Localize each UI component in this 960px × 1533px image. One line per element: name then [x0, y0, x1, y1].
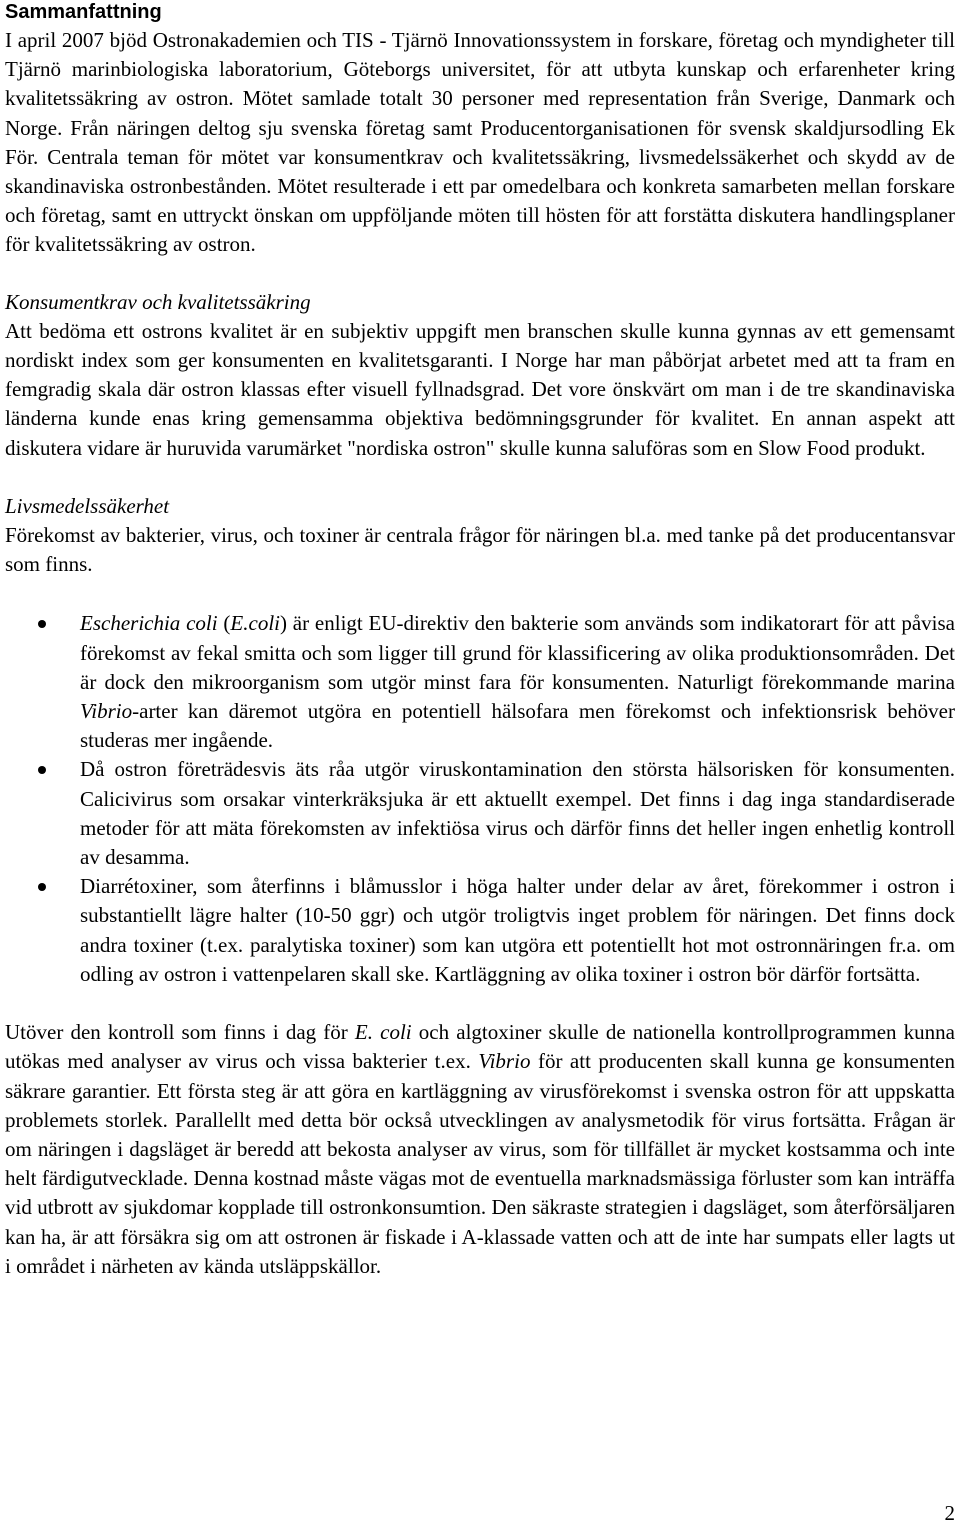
- bullet-icon: [38, 620, 46, 628]
- text-run: -arter kan däremot utgöra en potentiell hälsofara men förekomst och infektionsrisk behöver studeras mer ingående.: [80, 699, 955, 753]
- text-run: Diarrétoxiner, som återfinns i blåmusslor i höga halter under delar av året, förekommer i ostron i substantiellt lägre halter (10-50 ggr) och utgör troligtvis inget problem för näringen. Det finns dock andra toxiner (t.ex. paralytiska toxiner) som kan utgöra ett potentiellt hot mot ostronnäringen fr.a. om odling av ostron i vattenpelaren skall ske. Kartläggning av olika toxiner i ostron bör därför fortsätta.: [80, 874, 955, 986]
- section-heading-food-safety: Livsmedelssäkerhet: [5, 493, 170, 518]
- text-run: (: [217, 611, 231, 636]
- food-safety-intro: Förekomst av bakterier, virus, och toxiner är centrala frågor för näringen bl.a. med tanke på det producentansvar som finns.: [5, 523, 955, 577]
- text-run: för att producenten skall kunna ge konsumenten säkrare garantier. Ett första steg är att göra en kartläggning av virusförekomst i svenska ostron för att uppskatta problemets storlek. Parallellt med detta bör också utvecklingen av analysmetodik för virus fortsätta. Frågan är om näringen i dagsläget är beredd att bekosta analyser av virus, som för tillfället är mycket kostsamma och inte helt färdigutvecklade. Denna kostnad måste vägas mot de eventuella marknadsmässiga förluster som kan inträffa vid utbrott av sjukdomar kopplade till ostronkonsumtion. Den säkraste strategien i dagsläget, som återförsäljaren kan ha, är att försäkra sig om att ostronen är fiskade i A-klassade vatten och att de inte har sumpats eller lagts ut i området i närheten av kända utsläppskällor.: [5, 1049, 955, 1278]
- page-title: Sammanfattning: [5, 1, 162, 23]
- list-item: [5, 872, 955, 989]
- italic-term: E.coli: [230, 611, 280, 636]
- bullet-icon: [38, 766, 46, 774]
- page-number: 2: [944, 1501, 955, 1525]
- bullet-icon: [38, 883, 46, 891]
- consumer-paragraph: Att bedöma ett ostrons kvalitet är en subjektiv uppgift men branschen skulle kunna gynnas av ett gemensamt nordiskt index som ger konsumenten en kvalitetsgaranti. I Norge har man påbörjat arbetet med att ta fram en femgradig skala där ostron klassas efter visuell fyllnadsgrad. Det vore önskvärt om man i de tre skandinaviska länderna kunde enas kring gemensamma objektiva bedömningsgrunder för kvalitet. En annan aspekt att diskutera vidare är huruvida varumärket "nordiska ostron" skulle kunna saluföras som en Slow Food produkt.: [5, 318, 955, 460]
- text-run: ) är enligt EU-direktiv den bakterie som används som indikatorart för att påvisa förekomst av fekal smitta och som ligger till grund för klassificering av olika produktionsområden. Det är dock den mikroorganism som utgör minst fara för konsumenten. Naturligt förekommande marina: [80, 611, 955, 694]
- summary-paragraph: I april 2007 bjöd Ostronakademien och TIS - Tjärnö Innovationssystem in forskare, företag och myndigheter till Tjärnö marinbiologiska laboratorium, Göteborgs universitet, för att utbyta kunskap och erfarenheter kring kvalitetssäkring av ostron. Mötet samlade totalt 30 personer med representation från Sverige, Danmark och Norge. Från näringen deltog sju svenska företag samt Producentorganisationen för svensk skaldjursodling Ek För. Centrala teman för mötet var konsumentkrav och kvalitetssäkring, livsmedelssäkerhet och skydd av de skandinaviska ostronbestånden. Mötet resulterade i ett par omedelbara och konkreta samarbeten mellan forskare och företag, samt en uttryckt önskan om uppföljande möten till hösten för att forstätta diskutera handlingsplaner för kvalitetssäkring av ostron.: [5, 28, 955, 257]
- text-run: Utöver den kontroll som finns i dag för: [5, 1020, 355, 1045]
- food-safety-closing-paragraph: [5, 1018, 955, 1281]
- italic-term: Vibrio: [80, 699, 133, 724]
- text-run: och algtoxiner skulle de nationella kontrollprogrammen kunna utökas med analyser av virus och vissa bakterier t.ex.: [5, 1020, 955, 1074]
- document-page: [5, 0, 955, 1281]
- text-run: Då ostron företrädesvis äts råa utgör viruskontamination den största hälsorisken för konsumenten. Calicivirus som orsakar vinterkräksjuka är ett aktuellt exempel. Det finns i dag inga standardiserade metoder för att mäta förekomsten av infektiösa virus och därför finns det heller ingen enhetlig kontroll av desamma.: [80, 757, 955, 870]
- italic-term: Escherichia coli: [80, 611, 218, 636]
- italic-term: E. coli: [354, 1020, 412, 1045]
- section-heading-consumer: Konsumentkrav och kvalitetssäkring: [5, 289, 311, 314]
- bullet-list: [5, 609, 955, 989]
- list-item: [5, 609, 955, 755]
- list-item: [5, 755, 955, 872]
- italic-term: Vibrio: [478, 1049, 531, 1074]
